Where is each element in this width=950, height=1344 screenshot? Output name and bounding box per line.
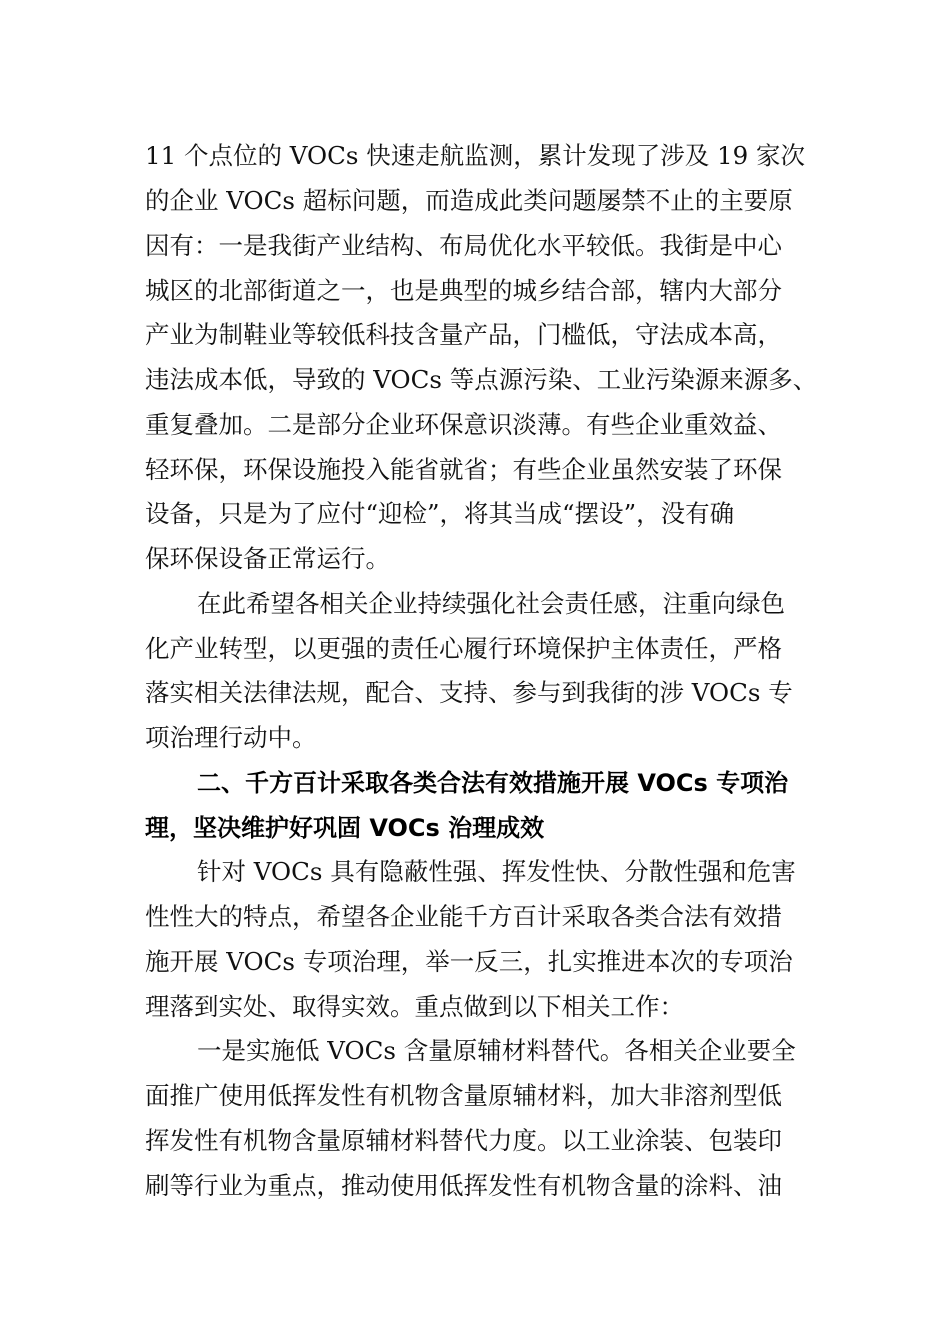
body-text-line: 11 个点位的 VOCs 快速走航监测，累计发现了涉及 19 家次 [145,141,805,170]
paragraph-first-line: 在此希望各相关企业持续强化社会责任感，注重向绿色 [197,589,785,618]
body-text-line: 面推广使用低挥发性有机物含量原辅材料，加大非溶剂型低 [145,1081,782,1110]
paragraph-first-line: 一是实施低 VOCs 含量原辅材料替代。各相关企业要全 [197,1036,796,1065]
body-text-line: 挥发性有机物含量原辅材料替代力度。以工业涂装、包装印 [145,1126,782,1155]
section-heading: 二、千方百计采取各类合法有效措施开展 VOCs 专项治 [197,769,789,797]
body-text-line: 重复叠加。二是部分企业环保意识淡薄。有些企业重效益、 [145,410,782,439]
body-text-line: 保环保设备正常运行。 [145,544,390,573]
body-text-line: 产业为制鞋业等较低科技含量产品，门槛低，守法成本高， [145,320,782,349]
body-text-line: 因有：一是我街产业结构、布局优化水平较低。我街是中心 [145,231,782,260]
body-text-line: 城区的北部街道之一，也是典型的城乡结合部，辖内大部分 [145,276,782,305]
body-text-line: 落实相关法律法规，配合、支持、参与到我街的涉 VOCs 专 [145,678,793,707]
body-text-line: 违法成本低，导致的 VOCs 等点源污染、工业污染源来源多、 [145,365,818,394]
body-text-line: 施开展 VOCs 专项治理，举一反三，扎实推进本次的专项治 [145,947,793,976]
body-text-line: 项治理行动中。 [145,723,317,752]
paragraph-first-line: 针对 VOCs 具有隐蔽性强、挥发性快、分散性强和危害 [197,857,796,886]
body-text-line: 性性大的特点，希望各企业能千方百计采取各类合法有效措 [145,902,782,931]
body-text-line: 理落到实处、取得实效。重点做到以下相关工作： [145,992,684,1021]
body-text-line: 刷等行业为重点，推动使用低挥发性有机物含量的涂料、油 [145,1171,782,1200]
body-text-line: 轻环保，环保设施投入能省就省；有些企业虽然安装了环保 [145,455,782,484]
section-heading: 理，坚决维护好巩固 VOCs 治理成效 [145,814,545,842]
body-text-line: 设备，只是为了应付“迎检”，将其当成“摆设”，没有确 [145,499,735,528]
body-text-line: 的企业 VOCs 超标问题，而造成此类问题屡禁不止的主要原 [145,186,793,215]
body-text-line: 化产业转型，以更强的责任心履行环境保护主体责任，严格 [145,634,782,663]
